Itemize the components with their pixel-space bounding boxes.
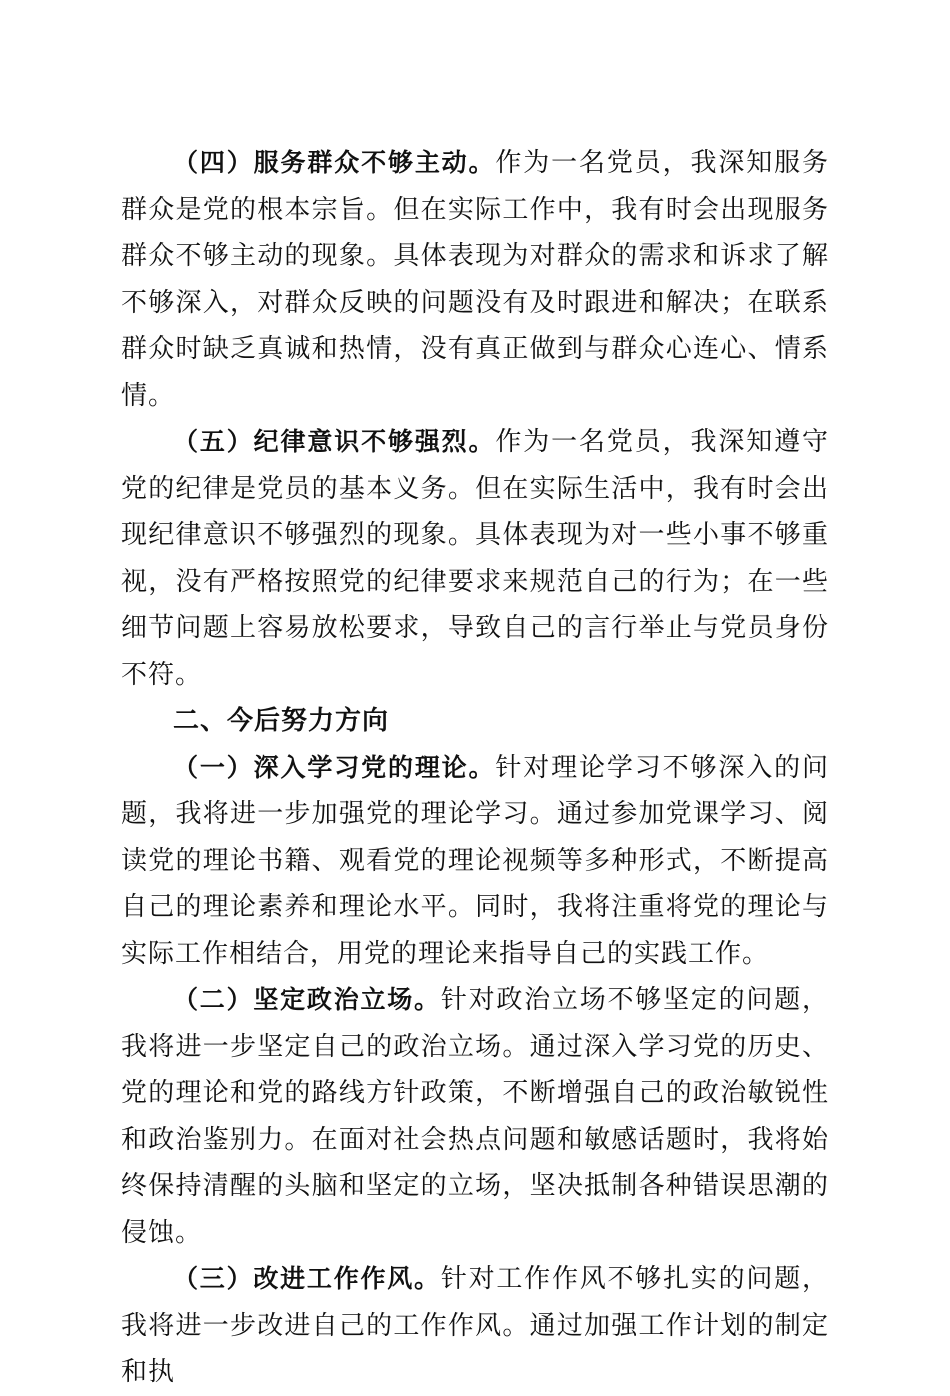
paragraph-lead: （一）深入学习党的理论。 (173, 752, 496, 782)
document-body (121, 140, 829, 1396)
paragraph-lead: （二）坚定政治立场。 (173, 985, 441, 1014)
paragraph-discipline (121, 419, 829, 698)
section-heading: 二、今后努力方向 (173, 706, 390, 736)
paragraph-work-style (121, 1256, 829, 1396)
paragraph-lead: （四）服务群众不够主动。 (173, 148, 496, 177)
paragraph-text: 针对理论学习不够深入的问题，我将进一步加强党的理论学习。通过参加党课学习、阅读党的理论书籍、观看党的理论视频等多种形式，不断提高自己的理论素养和理论水平。同时，我将注重将党的理论与实际工作相结合，用党的理论来指导自己的实践工作。 (121, 752, 829, 969)
paragraph-lead: （三）改进工作作风。 (173, 1264, 441, 1293)
paragraph-service-masses (121, 140, 829, 419)
paragraph-text: 针对工作作风不够扎实的问题，我将进一步改进自己的工作作风。通过加强工作计划的制定和执 (121, 1264, 829, 1387)
paragraph-text: 作为一名党员，我深知服务群众是党的根本宗旨。但在实际工作中，我有时会出现服务群众不够主动的现象。具体表现为对群众的需求和诉求了解不够深入，对群众反映的问题没有及时跟进和解决；在联系群众时缺乏真诚和热情，没有真正做到与群众心连心、情系情。 (121, 148, 829, 411)
paragraph-lead: （五）纪律意识不够强烈。 (173, 427, 496, 456)
paragraph-study-theory (121, 745, 829, 978)
paragraph-text: 针对政治立场不够坚定的问题，我将进一步坚定自己的政治立场。通过深入学习党的历史、党的理论和党的路线方针政策，不断增强自己的政治敏锐性和政治鉴别力。在面对社会热点问题和敏感话题时，我将始终保持清醒的头脑和坚定的立场，坚决抵制各种错误思潮的侵蚀。 (121, 985, 829, 1248)
paragraph-political-stance (121, 977, 829, 1256)
paragraph-text: 作为一名党员，我深知遵守党的纪律是党员的基本义务。但在实际生活中，我有时会出现纪律意识不够强烈的现象。具体表现为对一些小事不够重视，没有严格按照党的纪律要求来规范自己的行为；在一些细节问题上容易放松要求，导致自己的言行举止与党员身份不符。 (121, 427, 829, 690)
